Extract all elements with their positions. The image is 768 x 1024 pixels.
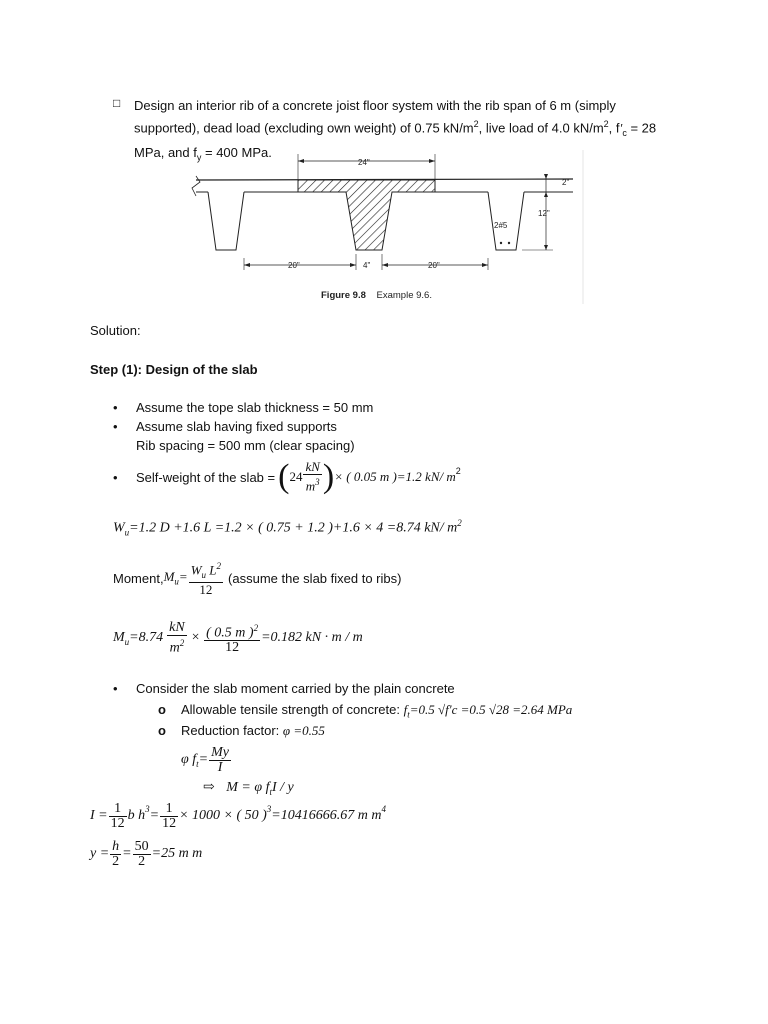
dim-20-left: 20" (288, 261, 300, 270)
wu-equation: $W_u=1.2$ D +1.6 L =1.2 × ( 0.75 + 1.2 )+1.6 × 4 =8.74 kN/ $m^2$ (113, 518, 462, 538)
joist-figure (178, 148, 588, 306)
svg-text:Figure 9.8 Example 9.6. (321, 290, 432, 301)
phi-ft-equation: φ $f_t=$ $\frac{My}{I}$ (181, 744, 229, 775)
solution-label: Solution: (90, 323, 141, 338)
figure-caption-text: Example 9.6. (376, 290, 432, 301)
bullet-icon: • (113, 470, 118, 485)
selfweight-label: Self-weight of the slab = (136, 469, 276, 485)
allowable-tensile: Allowable tensile strength of concrete: $f_t=0.5$ √f′c =0.5 √28 =2.64 MPa (181, 702, 573, 720)
mu-numeric-equation: $M_u$ =8.74 $\frac{kN}{m^2}$ × $\frac{( 0.5 m )^2}{12}$ =0.182 kN · m / m (113, 619, 363, 656)
moment-capacity-equation: ⇨ M = φ $f_tI$ / y (203, 780, 294, 797)
sub-bullet-icon: o (158, 723, 166, 738)
moment-fraction: $\frac{W_u L^2}{12}$ (190, 561, 222, 597)
task-statement: Design an interior rib of a concrete joist floor system with the rib span of 6 m (simply supported), dead load (excluding own weight) of 0.75 $kN/m^2$, live load of 4.0 $kN/m^2$, $f'_c = 28$ MPa, and $f_y = 400$ MPa. (134, 98, 657, 163)
y-equation: y = $\frac{h}{2}$ = $\frac{50}{2}$ =25 m m (90, 838, 203, 869)
sub-bullet-icon: o (158, 702, 166, 717)
step1-heading: Step (1): Design of the slab (90, 362, 258, 377)
figure-caption-bold: Figure 9.8 (321, 290, 366, 301)
selfweight-line: Self-weight of the slab = ( 24 $\frac{kN}{m^3}$ ) × ( 0.05 m )=1.2 kN/ m $^2$ (136, 458, 461, 495)
dim-2: 2" (562, 178, 570, 187)
reduction-factor: Reduction factor: φ =0.55 (181, 723, 325, 738)
arrow-icon: ⇨ (203, 780, 215, 795)
inertia-equation: I = $\frac{1}{12}$ b h $^3$ = $\frac{1}{12}$ × 1000 × ( 50 ) $^3$ =10416666.67 m m $^4$ (90, 800, 386, 831)
bullet-icon: • (113, 400, 118, 415)
selfweight-lead: 24 (289, 469, 303, 484)
bullet-icon: • (113, 681, 118, 696)
consider-text: Consider the slab moment carried by the plain concrete (136, 681, 455, 696)
moment-note: (assume the slab fixed to ribs) (228, 570, 402, 586)
bullet-fixed-supports: Assume slab having fixed supports (136, 419, 337, 434)
moment-line: Moment, $M_u=$ $\frac{W_u L^2}{12}$ (assume the slab fixed to ribs) (113, 561, 402, 597)
dim-12: 12" (538, 209, 550, 218)
bullet-icon: • (113, 419, 118, 434)
selfweight-tail: × ( 0.05 m )=1.2 kN/ m (334, 469, 456, 484)
moment-label: Moment, (113, 570, 164, 586)
checkbox-icon: □ (113, 96, 121, 110)
dim-24: 24" (358, 158, 370, 167)
rib-spacing-line: Rib spacing = 500 mm (clear spacing) (136, 438, 355, 453)
dim-4: 4" (363, 261, 371, 270)
dim-20-right: 20" (428, 261, 440, 270)
rebar-label: 2#5 (494, 221, 508, 230)
kn-per-m3-fraction: $\frac{kN}{m^3}$ (305, 459, 320, 494)
bullet-slab-thickness: Assume the tope slab thickness = 50 mm (136, 400, 374, 415)
